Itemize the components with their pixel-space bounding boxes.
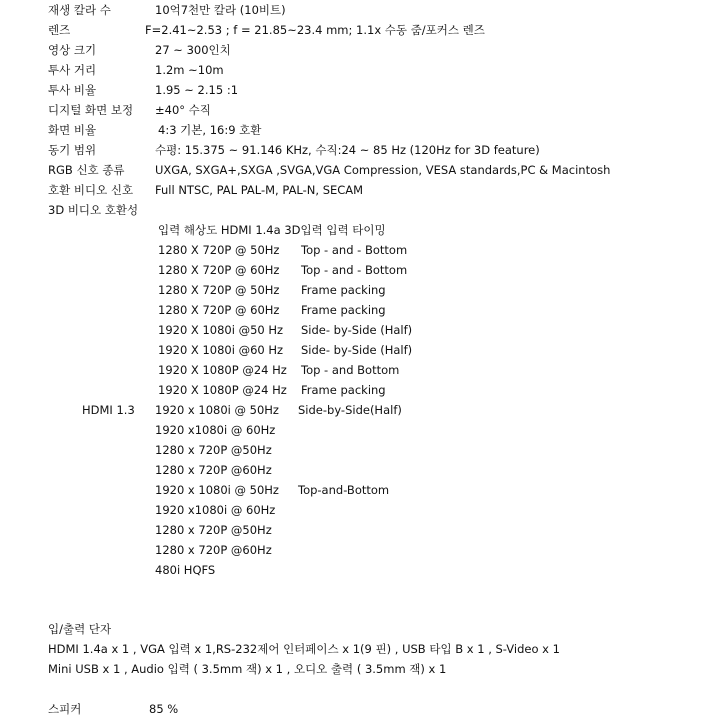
speaker-label: 스피커 [48, 702, 82, 716]
spec-value: 10억7천만 칼라 (10비트) [155, 3, 286, 17]
spec-value: 1.95 ~ 2.15 :1 [155, 83, 239, 97]
resolution: 1280 X 720P @ 50Hz [158, 243, 280, 257]
resolution: 1280 x 720P @50Hz [155, 523, 272, 537]
spec-value: F=2.41~2.53 ; f = 21.85~23.4 mm; 1.1x 수동 줌/포커스 렌즈 [145, 23, 485, 37]
resolution: 1280 X 720P @ 60Hz [158, 263, 280, 277]
hdmi13-label: HDMI 1.3 [82, 403, 135, 417]
spec-label: 3D 비디오 호환성 [48, 203, 139, 217]
spec-label: RGB 신호 종류 [48, 163, 125, 177]
resolution: 1280 x 720P @50Hz [155, 443, 272, 457]
spec-value: ±40° 수직 [155, 103, 211, 117]
hdmi14-header: 입력 해상도 HDMI 1.4a 3D입력 입력 타이밍 [158, 223, 386, 237]
resolution: 1920 x1080i @ 60Hz [155, 503, 276, 517]
resolution: 1920 X 1080P @24 Hz [158, 363, 287, 377]
spec-label: 투사 비율 [48, 83, 97, 97]
resolution: 1920 X 1080P @24 Hz [158, 383, 287, 397]
resolution: 1920 x1080i @ 60Hz [155, 423, 276, 437]
resolution: 1280 x 720P @60Hz [155, 463, 272, 477]
table-row [155, 440, 455, 460]
spec-label: 화면 비율 [48, 123, 97, 137]
resolution: 1920 x 1080i @ 50Hz [155, 483, 279, 497]
format: Top - and - Bottom [301, 243, 408, 257]
format: Side- by-Side (Half) [301, 343, 413, 357]
table-row [158, 380, 458, 400]
spec-label: 영상 크기 [48, 43, 97, 57]
spec-value: 수평: 15.375 ~ 91.146 KHz, 수직:24 ~ 85 Hz (120Hz for 3D feature) [155, 143, 540, 157]
spec-label: 재생 칼라 수 [48, 3, 111, 17]
spec-label: 디지털 화면 보정 [48, 103, 134, 117]
spec-label: 투사 거리 [48, 63, 97, 77]
resolution: 1280 X 720P @ 60Hz [158, 303, 280, 317]
resolution: 1920 X 1080i @50 Hz [158, 323, 284, 337]
table-row [155, 460, 455, 480]
table-row [155, 500, 455, 520]
spec-value: 1.2m ~10m [155, 63, 224, 77]
resolution: 1280 X 720P @ 50Hz [158, 283, 280, 297]
table-row [158, 240, 458, 260]
table-row [155, 420, 455, 440]
table-row [158, 340, 458, 360]
spec-label: 호환 비디오 신호 [48, 183, 134, 197]
format: Frame packing [301, 283, 386, 297]
spec-value: UXGA, SXGA+,SXGA ,SVGA,VGA Compression, VESA standards,PC & Macintosh [155, 163, 611, 177]
table-row [155, 400, 455, 420]
spec-label: 렌즈 [48, 23, 71, 37]
resolution: 1920 X 1080i @60 Hz [158, 343, 284, 357]
spec-value: 4:3 기본, 16:9 호환 [158, 123, 262, 137]
format: Side- by-Side (Half) [301, 323, 413, 337]
spec-value: Full NTSC, PAL PAL-M, PAL-N, SECAM [155, 183, 364, 197]
table-row [158, 280, 458, 300]
table-row [155, 480, 455, 500]
table-row [158, 320, 458, 340]
format: Frame packing [301, 383, 386, 397]
speaker-value: 85 % [149, 702, 179, 716]
format: Side-by-Side(Half) [298, 403, 402, 417]
resolution: 480i HQFS [155, 563, 216, 577]
table-row [155, 520, 455, 540]
spec-value: 27 ~ 300인치 [155, 43, 231, 57]
format: Top - and Bottom [301, 363, 400, 377]
io-title: 입/출력 단자 [48, 622, 112, 636]
spec-label: 동기 범위 [48, 143, 97, 157]
table-row [158, 360, 458, 380]
format: Top - and - Bottom [301, 263, 408, 277]
io-line-2: Mini USB x 1 , Audio 입력 ( 3.5mm 잭) x 1 , 오디오 출력 ( 3.5mm 잭) x 1 [48, 662, 447, 676]
format: Frame packing [301, 303, 386, 317]
format: Top-and-Bottom [298, 483, 390, 497]
table-row [155, 560, 455, 580]
table-row [158, 300, 458, 320]
io-line-1: HDMI 1.4a x 1 , VGA 입력 x 1,RS-232제어 인터페이스 x 1(9 핀) , USB 타입 B x 1 , S-Video x 1 [48, 642, 560, 656]
resolution: 1280 x 720P @60Hz [155, 543, 272, 557]
resolution: 1920 x 1080i @ 50Hz [155, 403, 279, 417]
table-row [158, 260, 458, 280]
table-row [155, 540, 455, 560]
